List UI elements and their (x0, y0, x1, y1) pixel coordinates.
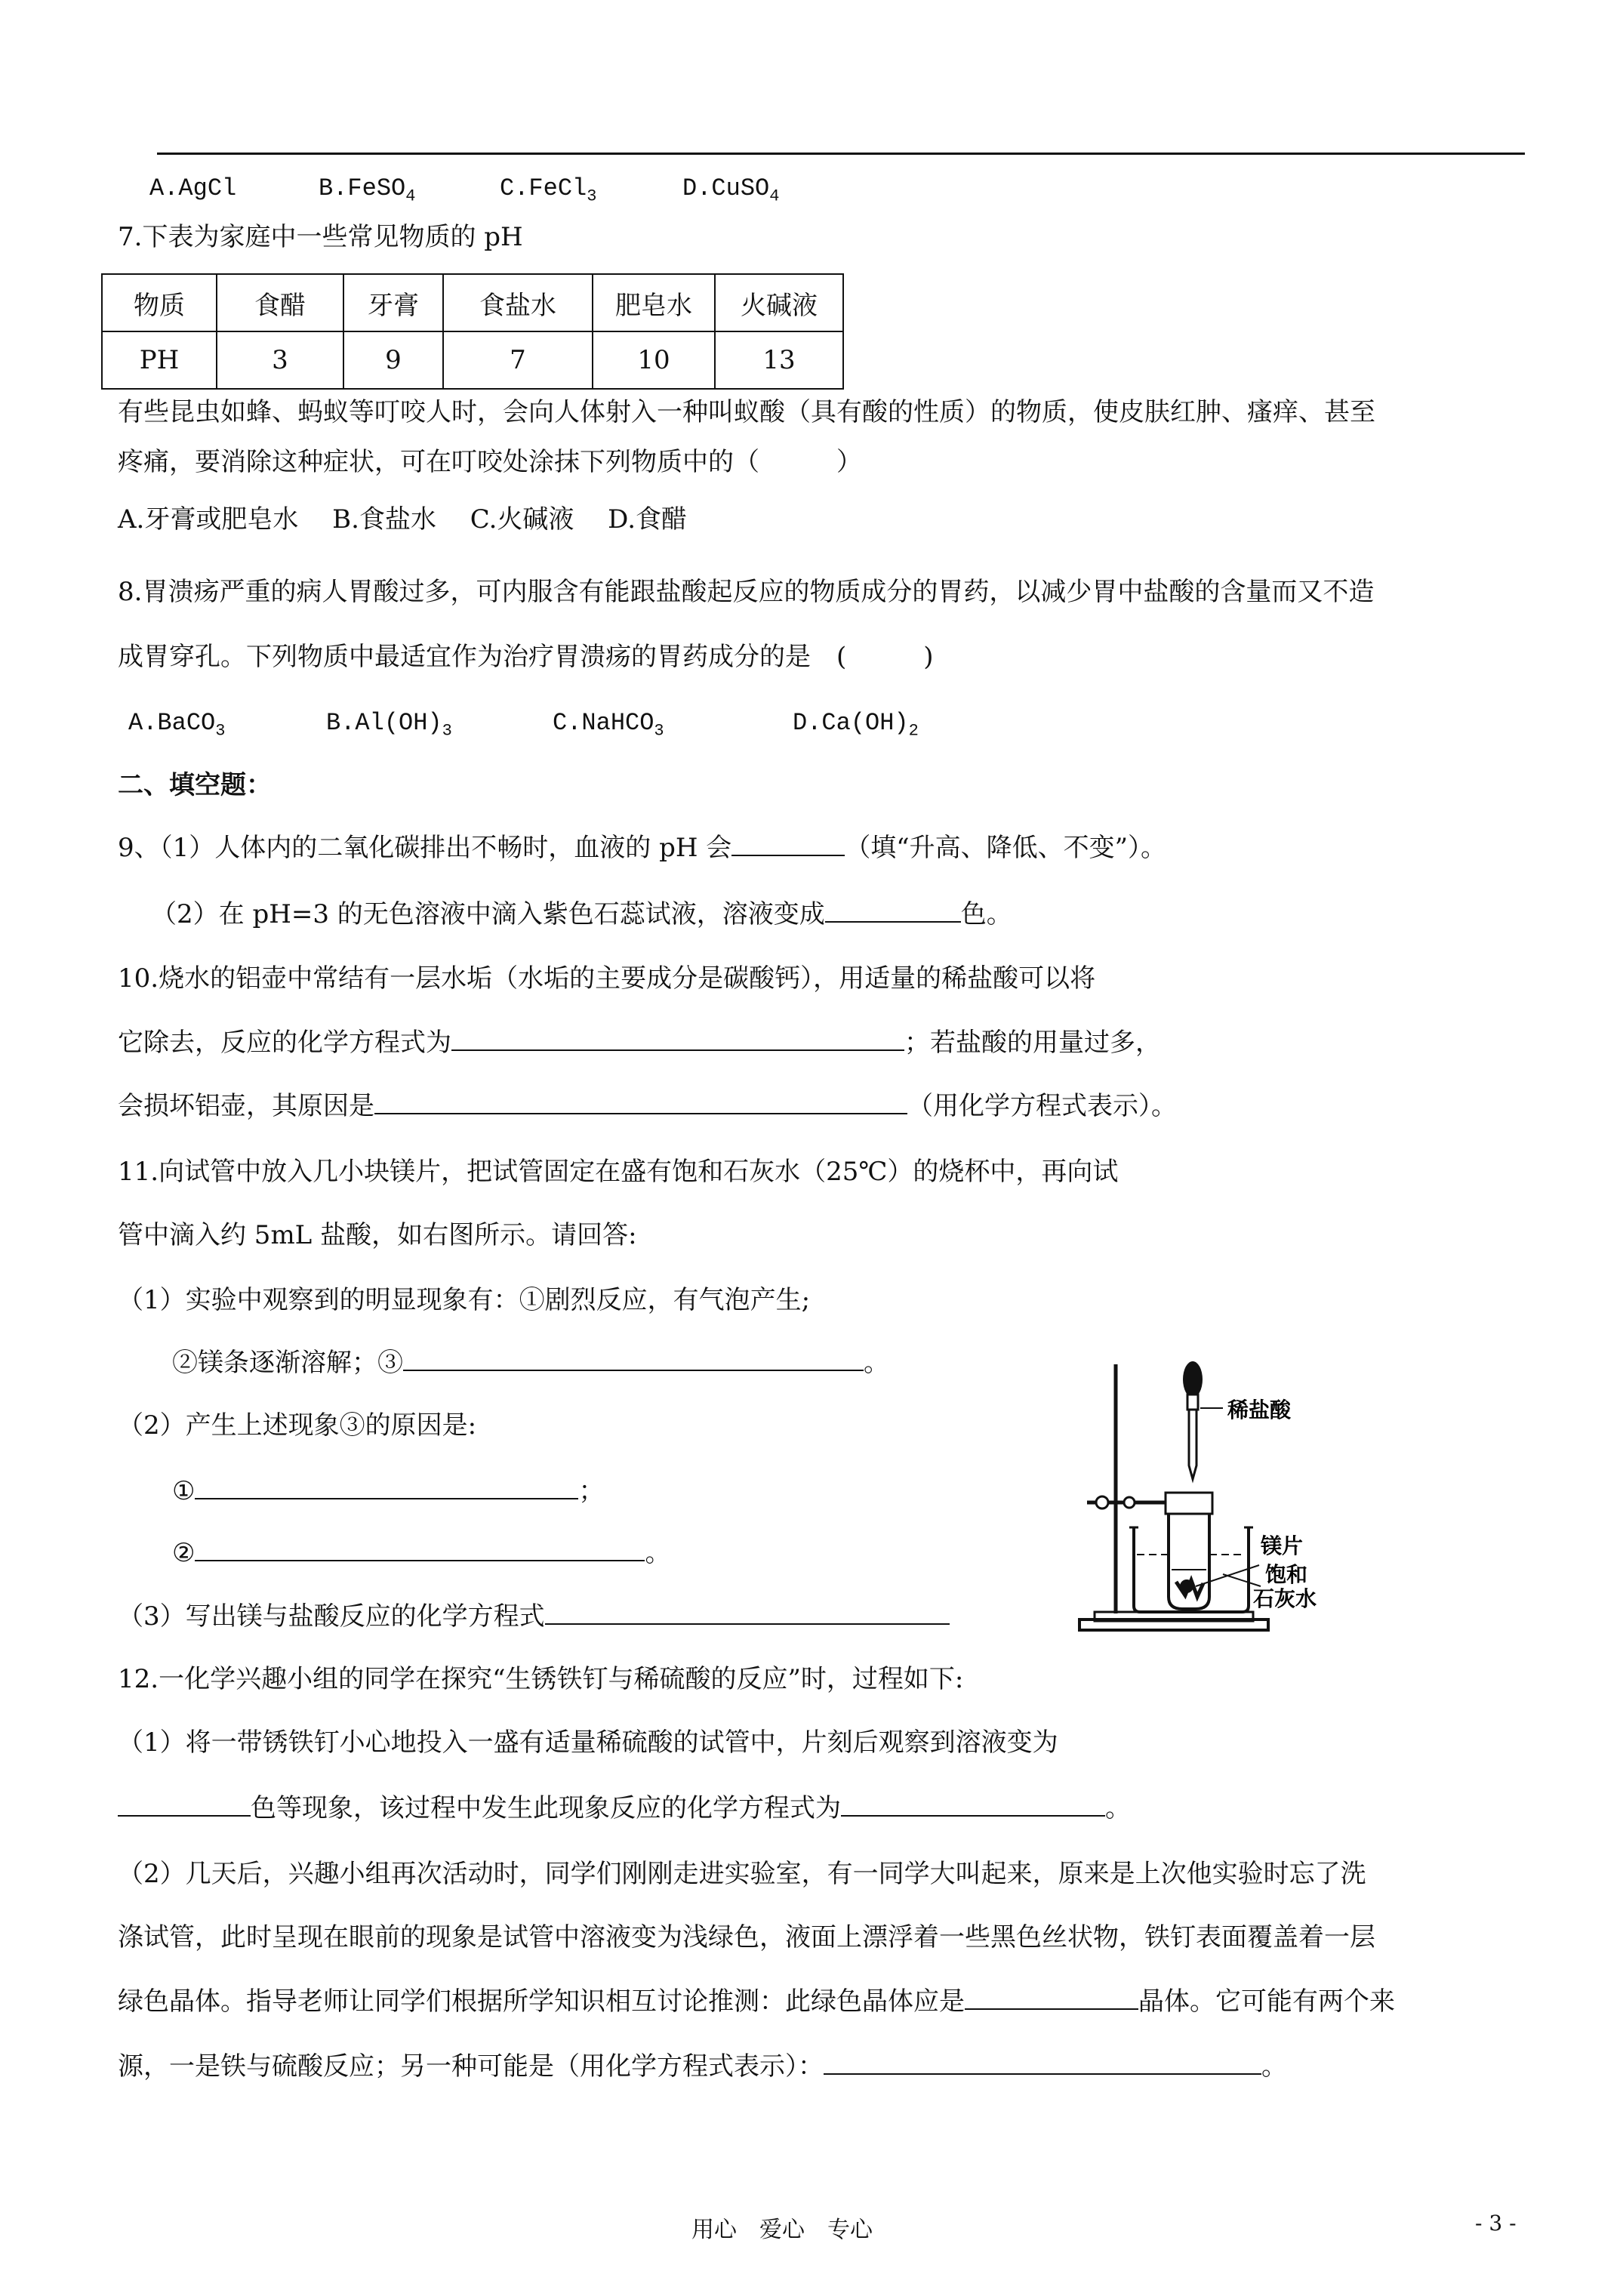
q11-line-6 (172, 1472, 604, 1509)
q11-line-1: 11.向试管中放入几小块镁片，把试管固定在盛有饱和石灰水（25℃）的烧杯中，再向试 (118, 1157, 1119, 1187)
q6-option-c (500, 171, 596, 214)
q11-line-2: 管中滴入约 5mL 盐酸，如右图所示。请回答: (118, 1220, 637, 1250)
ph-table-cell: 3 (217, 331, 343, 389)
q6-option-c-text: C.FeCl (500, 174, 587, 202)
label-limewater: 石灰水 (1253, 1586, 1317, 1611)
q8-option-d-sub: 2 (908, 721, 919, 741)
q9-part-2-tail: 色。 (960, 899, 1012, 929)
page-number: - 3 - (1475, 2211, 1517, 2236)
q9-blank-2[interactable] (825, 895, 961, 923)
q8-option-a (128, 705, 225, 749)
q11-line-5: （2）产生上述现象③的原因是: (118, 1410, 477, 1441)
q12-line-3 (118, 1789, 1131, 1826)
q12-line-3-tail: 。 (1105, 1793, 1131, 1823)
q8-option-b (326, 705, 452, 749)
q8-option-c-sub: 3 (654, 721, 664, 741)
ph-table-cell: 7 (443, 331, 593, 389)
q12-blank-2[interactable] (841, 1789, 1105, 1817)
q7-options: A.牙膏或肥皂水 B.食盐水 C.火碱液 D.食醋 (118, 504, 688, 535)
q6-option-d-text: D.CuSO (682, 174, 770, 202)
q11-line-8-text: （3）写出镁与盐酸反应的化学方程式 (118, 1601, 545, 1632)
q11-blank-3[interactable] (195, 1534, 645, 1561)
apparatus-figure (1072, 1355, 1329, 1642)
ph-table-cell: PH (102, 331, 217, 389)
q9-part-2-text: （2）在 pH=3 的无色溶液中滴入紫色石蕊试液，溶液变成 (151, 899, 825, 929)
q8-option-c (553, 705, 664, 749)
q8-option-a-sub: 3 (215, 721, 226, 741)
q9-part-1 (118, 829, 1166, 866)
q11-line-4-text: ②镁条逐渐溶解；③ (172, 1348, 403, 1378)
q12-line-6-text: 绿色晶体。指导老师让同学们根据所学知识相互讨论推测：此绿色晶体应是 (118, 1986, 965, 2017)
q12-line-7-tail: 。 (1261, 2051, 1287, 2082)
q6-option-b-sub: 4 (405, 186, 416, 206)
q8-option-a-text: A.BaCO (128, 709, 216, 737)
ph-table-value-row (102, 331, 843, 389)
header-rule (157, 153, 1525, 155)
q11-line-4 (172, 1344, 889, 1381)
q6-option-c-sub: 3 (587, 186, 597, 206)
q10-line-2-tail: ；若盐酸的用量过多， (904, 1028, 1161, 1058)
q12-line-7-text: 源，一是铁与硫酸反应；另一种可能是（用化学方程式表示）： (118, 2051, 824, 2082)
q10-line-2-text: 它除去，反应的化学方程式为 (118, 1028, 451, 1058)
q12-line-2: （1）将一带锈铁钉小心地投入一盛有适量稀硫酸的试管中，片刻后观察到溶液变为 (118, 1727, 1058, 1758)
q10-line-3 (118, 1087, 1177, 1124)
q8-option-c-text: C.NaHCO (553, 709, 654, 737)
q12-line-6-tail: 晶体。它可能有两个来 (1138, 1986, 1395, 2017)
footer-motto: 用心 爱心 专心 (691, 2217, 873, 2243)
q9-blank-1[interactable] (731, 829, 845, 856)
q12-line-1: 12.一化学兴趣小组的同学在探究“生锈铁钉与稀硫酸的反应”时，过程如下: (118, 1664, 964, 1694)
q8-option-d-text: D.Ca(OH) (793, 709, 909, 737)
q11-line-6-tail: ； (578, 1476, 605, 1506)
q9-part-1-hint: （填“升高、降低、不变”）。 (845, 833, 1167, 863)
label-dilute-hcl: 稀盐酸 (1227, 1398, 1292, 1422)
q12-blank-4[interactable] (824, 2048, 1261, 2075)
ph-table-cell: 10 (593, 331, 715, 389)
ph-table-cell: 9 (343, 331, 443, 389)
q11-line-7 (172, 1534, 670, 1571)
q7-text-2: 疼痛，要消除这种症状，可在叮咬处涂抹下列物质中的（ ） (118, 447, 862, 477)
q8-text-1: 8.胃溃疡严重的病人胃酸过多，可内服含有能跟盐酸起反应的物质成分的胃药，以减少胃中盐酸的含量而又不造 (118, 577, 1375, 607)
q7-title: 7.下表为家庭中一些常见物质的 pH (118, 222, 523, 252)
q6-option-b-text: B.FeSO (319, 174, 406, 202)
ph-table-cell: 物质 (102, 274, 217, 331)
q10-line-3-text: 会损坏铝壶，其原因是 (118, 1091, 374, 1121)
q12-line-5: 涤试管，此时呈现在眼前的现象是试管中溶液变为浅绿色，液面上漂浮着一些黑色丝状物，铁钉表面覆盖着一层 (118, 1922, 1375, 1952)
q10-line-3-tail: （用化学方程式表示）。 (907, 1091, 1177, 1121)
q11-line-6-text: ① (172, 1476, 196, 1506)
q11-blank-1[interactable] (403, 1344, 864, 1371)
q8-option-b-sub: 3 (442, 721, 452, 741)
q11-blank-4[interactable] (545, 1598, 950, 1625)
q9-part-2 (151, 895, 1012, 932)
q7-text-1: 有些昆虫如蜂、蚂蚁等叮咬人时，会向人体射入一种叫蚁酸（具有酸的性质）的物质，使皮肤红肿、瘙痒、甚至 (118, 397, 1375, 427)
q6-option-d (682, 171, 779, 214)
ph-table (101, 273, 844, 390)
q8-option-d (793, 705, 919, 749)
q11-line-7-text: ② (172, 1538, 196, 1568)
q10-blank-1[interactable] (451, 1024, 904, 1051)
section-fill-in-title: 二、填空题： (118, 770, 272, 800)
q6-option-d-sub: 4 (769, 186, 780, 206)
label-saturated: 饱和 (1265, 1562, 1308, 1587)
q10-line-2 (118, 1024, 1161, 1061)
q6-option-a: A.AgCl (149, 174, 237, 202)
q12-line-6 (118, 1983, 1395, 2020)
q9-part-1-text: 9、（1）人体内的二氧化碳排出不畅时，血液的 pH 会 (118, 833, 732, 863)
q11-line-4-tail: 。 (864, 1348, 889, 1378)
q11-blank-2[interactable] (195, 1472, 578, 1499)
q10-line-1: 10.烧水的铝壶中常结有一层水垢（水垢的主要成分是碳酸钙），用适量的稀盐酸可以将 (118, 963, 1096, 994)
q11-line-7-tail: 。 (645, 1538, 671, 1568)
label-magnesium: 镁片 (1261, 1533, 1304, 1558)
ph-table-cell: 火碱液 (715, 274, 843, 331)
ph-table-cell: 13 (715, 331, 843, 389)
q12-line-4: （2）几天后，兴趣小组再次活动时，同学们刚刚走进实验室，有一同学大叫起来，原来是上次他实验时忘了洗 (118, 1859, 1366, 1889)
q11-line-3: （1）实验中观察到的明显现象有：①剧烈反应，有气泡产生; (118, 1285, 811, 1315)
q12-line-3-text: 色等现象，该过程中发生此现象反应的化学方程式为 (251, 1793, 841, 1823)
ph-table-cell: 牙膏 (343, 274, 443, 331)
ph-table-header-row (102, 274, 843, 331)
q8-option-b-text: B.Al(OH) (326, 709, 442, 737)
q10-blank-2[interactable] (374, 1087, 907, 1114)
q8-text-2: 成胃穿孔。下列物质中最适宜作为治疗胃溃疡的胃药成分的是 ( ) (118, 642, 934, 672)
apparatus-svg (1072, 1355, 1329, 1642)
q11-line-8 (118, 1598, 950, 1635)
q6-option-b (319, 171, 415, 214)
q12-blank-3[interactable] (965, 1983, 1138, 2010)
ph-table-cell: 食盐水 (443, 274, 593, 331)
q12-blank-1[interactable] (118, 1789, 251, 1817)
ph-table-cell: 肥皂水 (593, 274, 715, 331)
q12-line-7 (118, 2048, 1287, 2085)
ph-table-cell: 食醋 (217, 274, 343, 331)
